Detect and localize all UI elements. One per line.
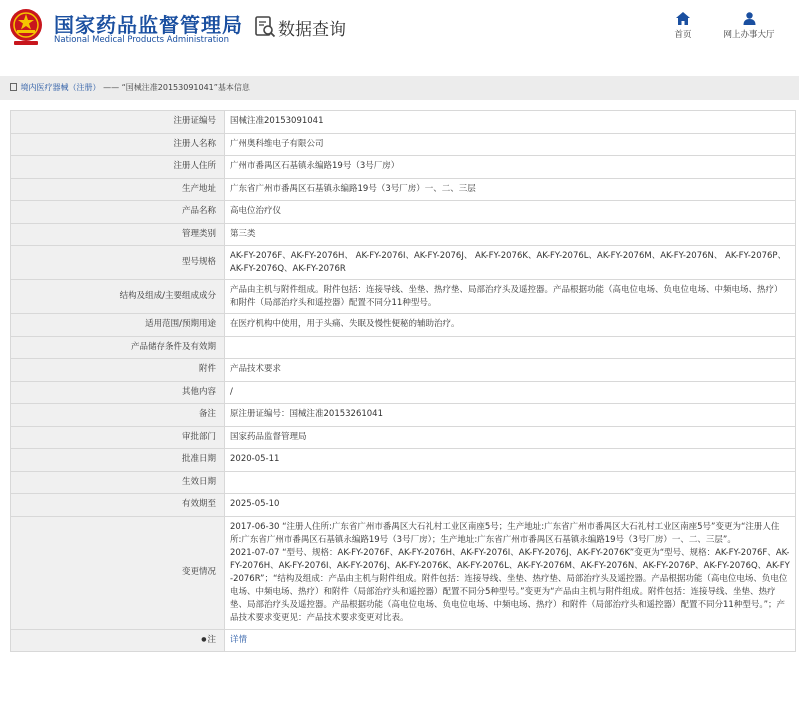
table-row [11,471,796,494]
bullet-icon: ● [201,636,207,644]
home-icon [676,12,690,25]
field-label: 管理类别 [11,223,225,246]
field-label: 生效日期 [11,471,225,494]
breadcrumb [0,76,799,100]
field-label: 批准日期 [11,449,225,472]
field-label: 生产地址 [11,178,225,201]
field-value: 广东省广州市番禺区石基镇永编路19号（3号厂房）一、二、三层 [225,178,796,201]
page-title: 数据查询 [278,20,346,40]
table-row [11,449,796,472]
field-value: AK-FY-2076F、AK-FY-2076H、 AK-FY-2076I、AK-FY-2076J、 AK-FY-2076K、AK-FY-2076L、AK-FY-2076M、AK-FY-2076N、 AK-FY-2076P、AK-FY-2076Q、AK-FY-2076R [225,246,796,280]
table-row-note [11,629,796,652]
field-value [225,336,796,359]
table-row [11,426,796,449]
field-label: 附件 [11,359,225,382]
nav-home-link[interactable] [668,12,698,40]
change-entry: 2017-06-30 “注册人住所:广东省广州市番禺区大石礼村工业区南座5号；生产地址:广东省广州市番禺区大石礼村工业区南座5号”变更为“注册人住所:广东省广州市番禺区石基镇永编路19号（3号厂房）；生产地址:广东省广州市番禺区石基镇永编路19号（3号厂房）一、二、三层”。 [230,521,780,545]
field-value: 第三类 [225,223,796,246]
table-row [11,381,796,404]
field-label: 产品储存条件及有效期 [11,336,225,359]
breadcrumb-separator: —— [103,83,120,92]
table-row [11,494,796,517]
table-row [11,404,796,427]
org-name-cn: 国家药品监督管理局 [54,13,243,37]
field-label: 备注 [11,404,225,427]
field-label: 适用范围/预期用途 [11,314,225,337]
document-icon [10,83,17,91]
field-label: 结构及组成/主要组成成分 [11,280,225,314]
field-label: 型号规格 [11,246,225,280]
field-value: 原注册证编号：国械注准20153261041 [225,404,796,427]
change-history-value [225,516,796,629]
user-icon [743,12,756,25]
field-value [225,471,796,494]
device-detail-table [10,110,796,652]
breadcrumb-link-domestic-devices[interactable]: 境内医疗器械（注册） [20,83,101,92]
field-label: 审批部门 [11,426,225,449]
field-value: 广州市番禺区石基镇永编路19号（3号厂房） [225,156,796,179]
note-label-cell [11,629,225,652]
field-label: 有效期至 [11,494,225,517]
field-value: 产品技术要求 [225,359,796,382]
field-value: 国家药品监督管理局 [225,426,796,449]
breadcrumb-current: “国械注准20153091041”基本信息 [121,83,250,92]
table-row [11,314,796,337]
field-label: 产品名称 [11,201,225,224]
table-row [11,336,796,359]
field-value: 产品由主机与附件组成。附件包括：连接导线、坐垫、热疗垫、局部治疗头及遥控器。产品根据功能（高电位电场、负电位电场、中频电场、热疗）和附件（局部治疗头和遥控器）配置不同分11种型号。 [225,280,796,314]
note-label: 注 [207,635,216,646]
org-name-en: National Medical Products Administration [54,35,229,45]
site-header [0,0,799,62]
nav-home-label: 首页 [674,30,692,40]
table-row [11,223,796,246]
national-emblem-icon [8,8,44,46]
details-link[interactable]: 详情 [230,634,248,645]
data-search-icon [254,15,276,39]
field-value: 高电位治疗仪 [225,201,796,224]
field-label: 变更情况 [11,516,225,629]
field-label: 其他内容 [11,381,225,404]
note-value [225,629,796,652]
table-row [11,133,796,156]
field-value: / [225,381,796,404]
field-value: 在医疗机构中使用，用于头痛、失眠及慢性便秘的辅助治疗。 [225,314,796,337]
table-row [11,178,796,201]
nav-online-service-link[interactable] [718,12,780,40]
table-row [11,359,796,382]
table-row [11,201,796,224]
field-label: 注册人名称 [11,133,225,156]
field-value: 广州奥科维电子有限公司 [225,133,796,156]
table-row-change-history [11,516,796,629]
field-label: 注册人住所 [11,156,225,179]
field-label: 注册证编号 [11,111,225,134]
table-row [11,156,796,179]
field-value: 2020-05-11 [225,449,796,472]
change-entry: 2021-07-07 “型号、规格：AK-FY-2076F、AK-FY-2076H、AK-FY-2076I、AK-FY-2076J、AK-FY-2076K”变更为“型号、规格：AK-FY-2076F、AK-FY-2076H、AK-FY-2076I、AK-FY-2076J、AK-FY-2076K、AK-FY-2076L、AK-FY-2076M、AK-FY-2076N、AK-FY-2076P、AK-FY-2076Q、AK-FY-2076R”；“结构及组成：产品由主机与附件组成。附件包括：连接导线、坐垫、热疗垫、局部治疗头及遥控器。产品根据功能（高电位电场、负电位电场、中频电场、热疗）和附件（局部治疗头和遥控器）配置不同分5种型号。”变更为“产品由主机与附件组成。附件包括：连接导线、坐垫、热疗垫、局部治疗头及遥控器。产品根据功能（高电位电场、负电位电场、中频电场、热疗）和附件（局部治疗头和遥控器）配置不同分11种型号。”；产品技术要求变更见：产品技术要求变更对比表。 [230,547,790,623]
table-row [11,246,796,280]
field-value: 国械注准20153091041 [225,111,796,134]
table-row [11,280,796,314]
nav-online-service-label: 网上办事大厅 [723,30,775,40]
table-row [11,111,796,134]
field-value: 2025-05-10 [225,494,796,517]
